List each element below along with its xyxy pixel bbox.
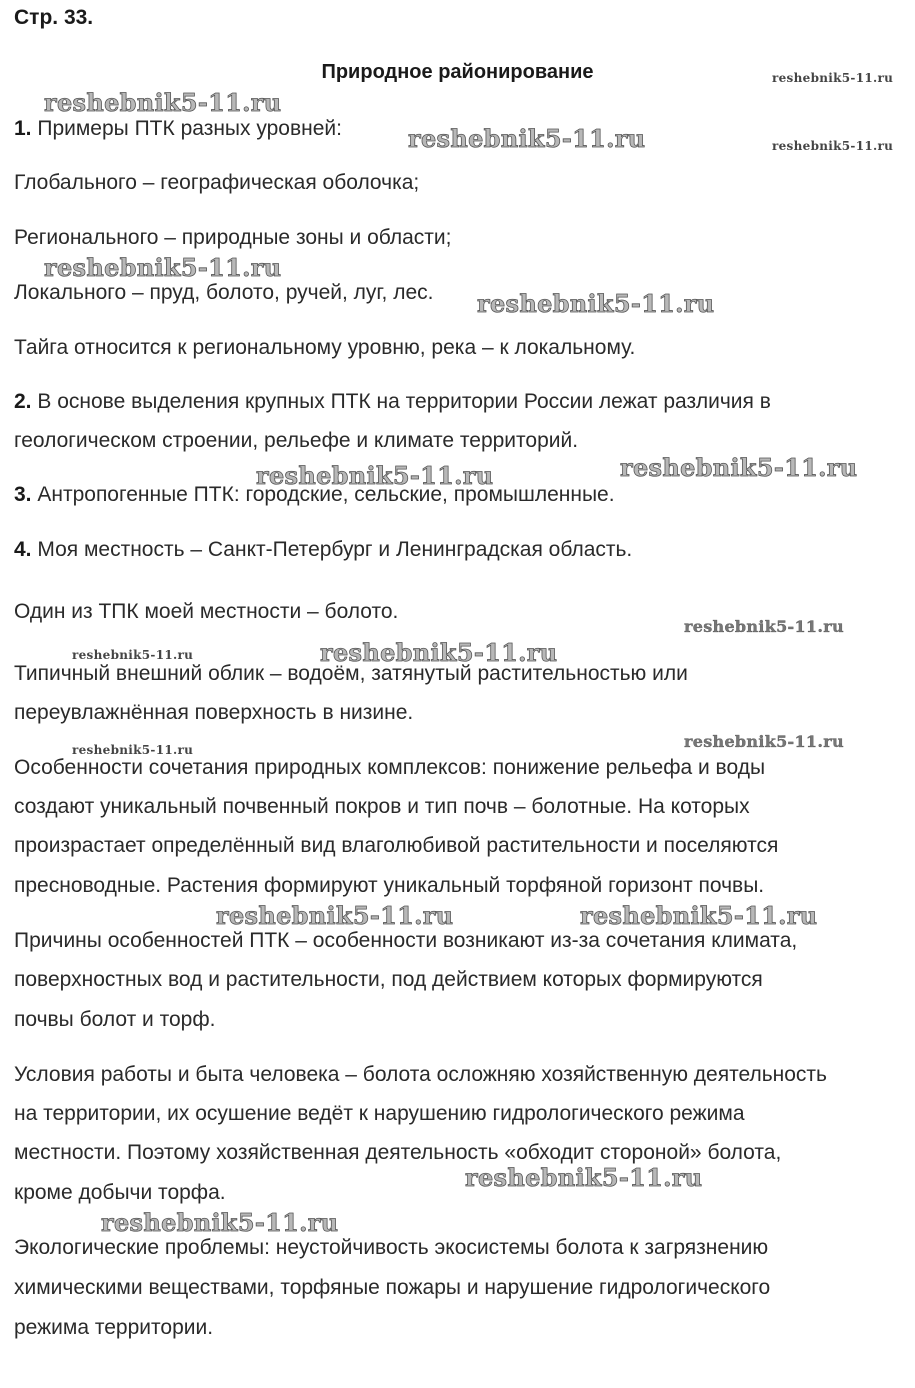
watermark: reshebnik5-11.ru [772,139,894,153]
watermark: reshebnik5-11.ru [44,88,282,117]
answer-line: Тайга относится к региональному уровню, река – к локальному. [14,336,636,359]
answer-line: Причины особенностей ПТК – особенности возникают из-за сочетания климата, [14,929,798,952]
answer-line: создают уникальный почвенный покров и тип почв – болотные. На которых [14,795,750,818]
section-title: Природное районирование [321,61,594,83]
answer-line: пресноводные. Растения формируют уникальный торфяной горизонт почвы. [14,874,765,897]
watermark: reshebnik5-11.ru [684,617,844,636]
answer-line: 1. Примеры ПТК разных уровней: [14,117,342,140]
answer-line: почвы болот и торф. [14,1008,216,1031]
watermark: reshebnik5-11.ru [216,901,454,930]
watermark: reshebnik5-11.ru [44,253,282,282]
answer-line: кроме добычи торфа. [14,1181,226,1204]
answer-line: Локального – пруд, болото, ручей, луг, лес. [14,281,434,304]
watermark: reshebnik5-11.ru [580,901,818,930]
answer-line: на территории, их осушение ведёт к нарушению гидрологического режима [14,1102,745,1125]
watermark: reshebnik5-11.ru [772,71,894,85]
watermark: reshebnik5-11.ru [320,638,558,667]
answer-line: произрастает определённый вид влаголюбивой растительности и поселяются [14,834,779,857]
answer-line: Экологические проблемы: неустойчивость экосистемы болота к загрязнению [14,1236,769,1259]
answer-line: Условия работы и быта человека – болота осложняю хозяйственную деятельность [14,1063,827,1086]
answer-line: 3. Антропогенные ПТК: городские, сельские, промышленные. [14,483,615,506]
answer-line: Особенности сочетания природных комплексов: понижение рельефа и воды [14,756,766,779]
answer-line: Регионального – природные зоны и области; [14,226,452,249]
answer-line: Один из ТПК моей местности – болото. [14,600,399,623]
answer-line: переувлажнённая поверхность в низине. [14,701,414,724]
watermark: reshebnik5-11.ru [684,732,844,751]
answer-line: Глобального – географическая оболочка; [14,171,420,194]
answer-line: 4. Моя местность – Санкт-Петербург и Ленинградская область. [14,538,633,561]
watermark: reshebnik5-11.ru [408,124,646,153]
watermark: reshebnik5-11.ru [72,743,194,757]
answer-line: геологическом строении, рельефе и климате территорий. [14,429,579,452]
watermark: reshebnik5-11.ru [465,1163,703,1192]
answer-line: 2. В основе выделения крупных ПТК на территории России лежат различия в [14,390,771,413]
watermark: reshebnik5-11.ru [72,648,194,662]
answer-line: химическими веществами, торфяные пожары и нарушение гидрологического [14,1276,771,1299]
answer-line: Типичный внешний облик – водоём, затянутый растительностью или [14,662,688,685]
watermark: reshebnik5-11.ru [477,289,715,318]
answer-line: поверхностных вод и растительности, под действием которых формируются [14,968,763,991]
watermark: reshebnik5-11.ru [256,461,494,490]
page-number: Стр. 33. [14,6,94,29]
answer-line: режима территории. [14,1316,214,1339]
watermark: reshebnik5-11.ru [620,453,858,482]
watermark: reshebnik5-11.ru [101,1208,339,1237]
answer-line: местности. Поэтому хозяйственная деятельность «обходит стороной» болота, [14,1141,782,1164]
